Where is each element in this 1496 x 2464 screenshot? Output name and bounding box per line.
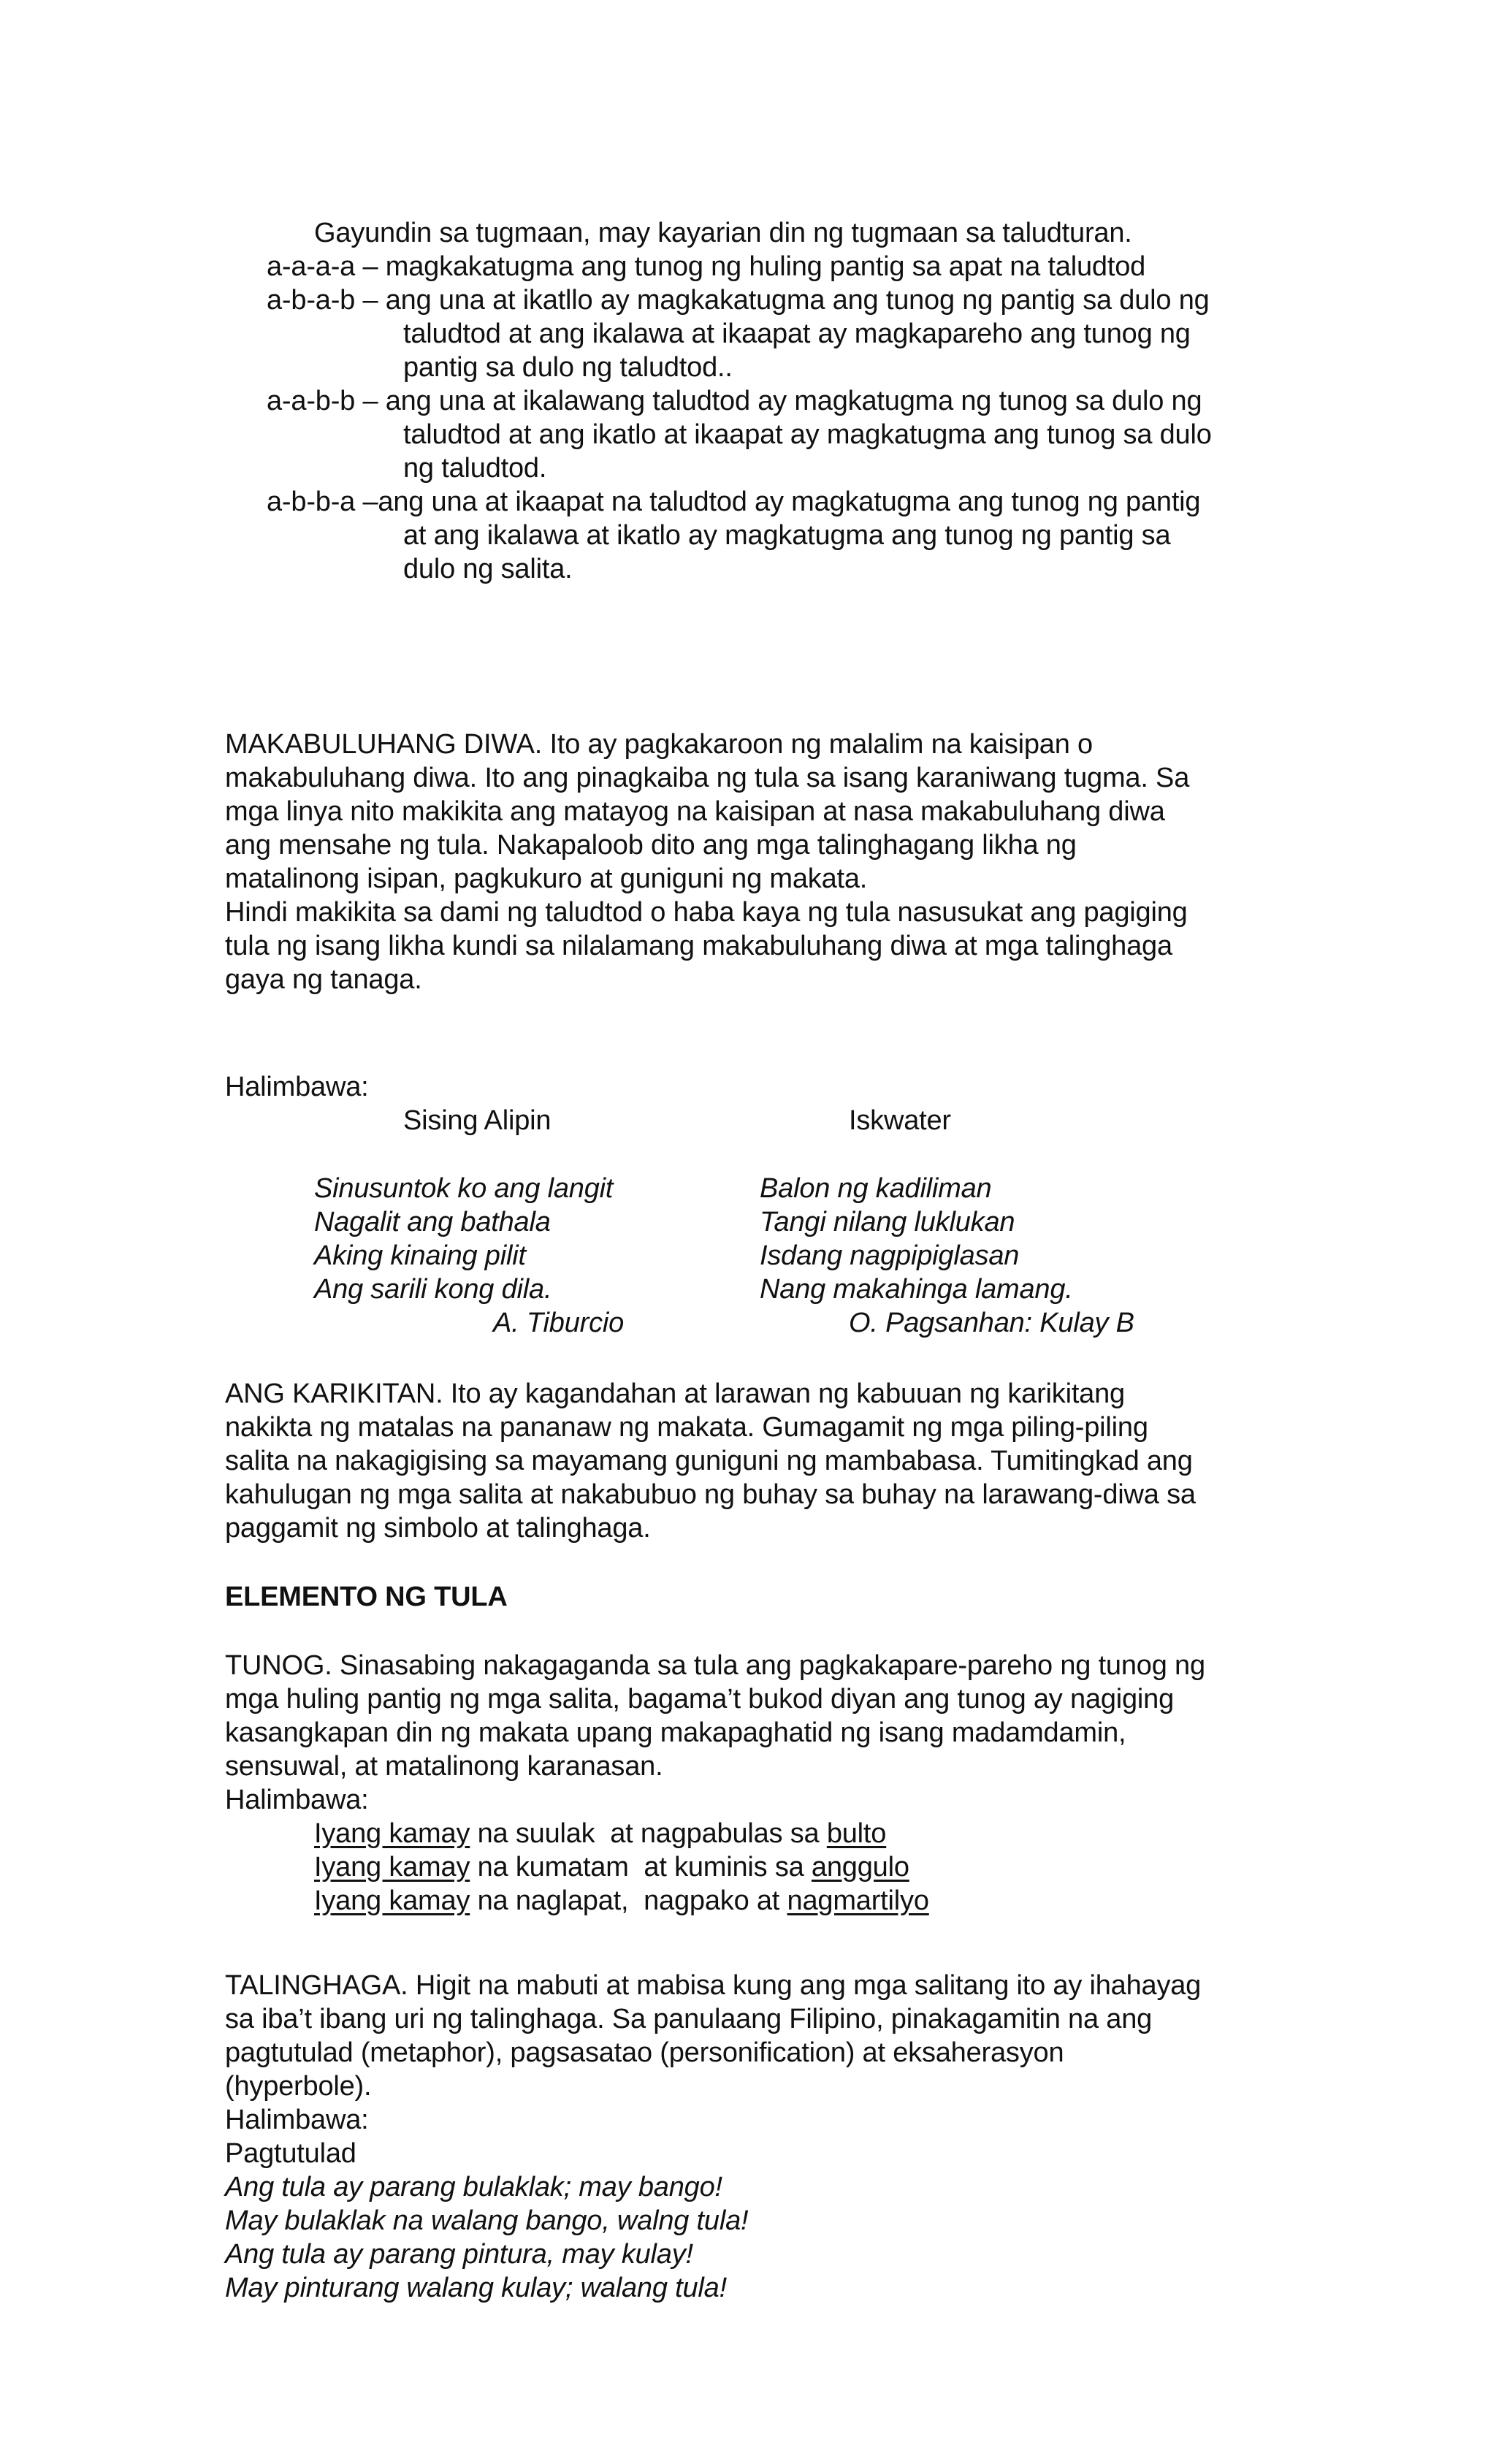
rhyme-aaaa: a-a-a-a – magkakatugma ang tunog ng huling pantig sa apat na taludtod [267, 251, 1146, 282]
diwa-line: mga linya nito makikita ang matayog na kaisipan at nasa makabuluhang diwa [225, 796, 1165, 827]
examples-label: Halimbawa: [225, 1072, 369, 1102]
poem2-line: Nang makahinga lamang. [760, 1274, 1073, 1305]
talinghaga-example-line: May pinturang walang kulay; walang tula! [225, 2273, 727, 2303]
talinghaga-example-line: May bulaklak na walang bango, walng tula! [225, 2205, 749, 2236]
rhyme-abab-line3: pantig sa dulo ng taludtod.. [403, 352, 733, 383]
tunog-example-label: Halimbawa: [225, 1785, 369, 1815]
poem2-title: Iskwater [849, 1105, 951, 1136]
diwa-line: Hindi makikita sa dami ng taludtod o haba kaya ng tula nasusukat ang pagiging [225, 897, 1188, 928]
diwa-line: gaya ng tanaga. [225, 964, 422, 995]
rhyme-intro: Gayundin sa tugmaan, may kayarian din ng tugmaan sa taludturan. [314, 218, 1132, 248]
poem2-line: Tangi nilang luklukan [760, 1207, 1015, 1237]
poem2-author: O. Pagsanhan: Kulay B [849, 1308, 1134, 1338]
talinghaga-sublabel: Pagtutulad [225, 2138, 356, 2169]
diwa-line: MAKABULUHANG DIWA. Ito ay pagkakaroon ng malalim na kaisipan o [225, 729, 1093, 760]
underlined-word: anggulo [811, 1852, 909, 1883]
talinghaga-example-label: Halimbawa: [225, 2105, 369, 2135]
talinghaga-line: pagtutulad (metaphor), pagsasatao (personification) at eksaherasyon [225, 2037, 1064, 2068]
underlined-phrase: Iyang kamay [314, 1852, 470, 1883]
talinghaga-line: (hyperbole). [225, 2071, 372, 2102]
karikitan-line: paggamit ng simbolo at talinghaga. [225, 1513, 651, 1544]
underlined-phrase: Iyang kamay [314, 1818, 470, 1849]
rhyme-aabb-line3: ng taludtod. [403, 453, 547, 484]
underlined-phrase: Iyang kamay [314, 1885, 470, 1916]
karikitan-line: nakikta ng matalas na pananaw ng makata. Gumagamit ng mga piling-piling [225, 1412, 1148, 1443]
karikitan-line: ANG KARIKITAN. Ito ay kagandahan at larawan ng kabuuan ng karikitang [225, 1378, 1125, 1409]
rhyme-aabb-line1: a-a-b-b – ang una at ikalawang taludtod ay magkatugma ng tunog sa dulo ng [267, 386, 1202, 416]
example-text: na naglapat, nagpako at [470, 1885, 787, 1916]
rhyme-abba-line2: at ang ikalawa at ikatlo ay magkatugma ang tunog ng pantig sa [403, 520, 1171, 551]
talinghaga-line: TALINGHAGA. Higit na mabuti at mabisa kung ang mga salitang ito ay ihahayag [225, 1970, 1202, 2001]
diwa-line: tula ng isang likha kundi sa nilalamang makabuluhang diwa at mga talinghaga [225, 931, 1172, 961]
example-text: na kumatam at kuminis sa [470, 1852, 812, 1883]
rhyme-abba-line1: a-b-b-a –ang una at ikaapat na taludtod ay magkatugma ang tunog ng pantig [267, 487, 1201, 517]
karikitan-line: kahulugan ng mga salita at nakabubuo ng buhay sa buhay na larawang-diwa sa [225, 1479, 1196, 1510]
rhyme-abab-line1: a-b-a-b – ang una at ikatllo ay magkakatugma ang tunog ng pantig sa dulo ng [267, 285, 1210, 316]
poem2-line: Balon ng kadiliman [760, 1173, 992, 1204]
underlined-word: nagmartilyo [787, 1885, 929, 1916]
rhyme-abba-line3: dulo ng salita. [403, 554, 573, 584]
tunog-line: sensuwal, at matalinong karanasan. [225, 1751, 663, 1782]
tunog-example-line [314, 1884, 929, 1918]
talinghaga-line: sa iba’t ibang uri ng talinghaga. Sa panulaang Filipino, pinakagamitin na ang [225, 2004, 1153, 2034]
tunog-example-line [314, 1817, 886, 1850]
poem1-author: A. Tiburcio [493, 1308, 625, 1338]
underlined-word: bulto [826, 1818, 887, 1849]
karikitan-line: salita na nakagigising sa mayamang guniguni ng mambabasa. Tumitingkad ang [225, 1446, 1193, 1476]
tunog-line: mga huling pantig ng mga salita, bagama’t bukod diyan ang tunog ay nagiging [225, 1684, 1175, 1714]
talinghaga-example-line: Ang tula ay parang bulaklak; may bango! [225, 2172, 722, 2202]
section-heading: ELEMENTO NG TULA [225, 1582, 508, 1612]
diwa-line: matalinong isipan, pagkukuro at guniguni ng makata. [225, 863, 868, 894]
poem1-line: Aking kinaing pilit [314, 1240, 526, 1271]
tunog-line: TUNOG. Sinasabing nakagaganda sa tula ang pagkakapare-pareho ng tunog ng [225, 1650, 1205, 1681]
diwa-line: ang mensahe ng tula. Nakapaloob dito ang mga talinghagang likha ng [225, 830, 1077, 861]
diwa-line: makabuluhang diwa. Ito ang pinagkaiba ng tula sa isang karaniwang tugma. Sa [225, 763, 1190, 793]
poem1-line: Ang sarili kong dila. [314, 1274, 552, 1305]
poem1-line: Sinusuntok ko ang langit [314, 1173, 614, 1204]
rhyme-abab-line2: taludtod at ang ikalawa at ikaapat ay magkapareho ang tunog ng [403, 319, 1191, 349]
example-text: na suulak at nagpabulas sa [470, 1818, 827, 1849]
poem1-line: Nagalit ang bathala [314, 1207, 551, 1237]
tunog-line: kasangkapan din ng makata upang makapaghatid ng isang madamdamin, [225, 1717, 1126, 1748]
poem2-line: Isdang nagpipiglasan [760, 1240, 1020, 1271]
poem1-title: Sising Alipin [403, 1105, 552, 1136]
tunog-example-line [314, 1850, 909, 1884]
rhyme-aabb-line2: taludtod at ang ikatlo at ikaapat ay magkatugma ang tunog sa dulo [403, 419, 1212, 450]
talinghaga-example-line: Ang tula ay parang pintura, may kulay! [225, 2239, 693, 2270]
